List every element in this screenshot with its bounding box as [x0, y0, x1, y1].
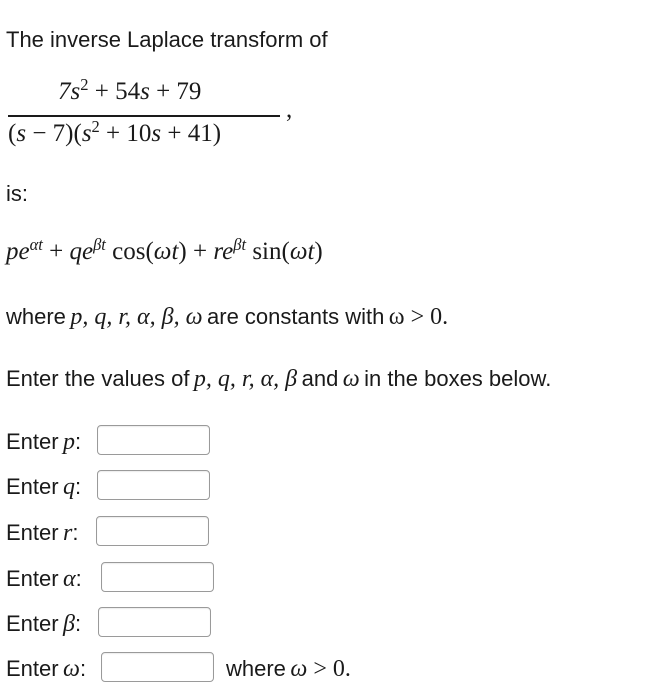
answer-label-omega: Enter ω: — [6, 656, 87, 682]
fraction-numerator: $7s^2 + 54s + 79$ — [58, 74, 202, 105]
answer-input-q[interactable] — [97, 470, 210, 500]
enter-and: and — [301, 366, 339, 391]
answer-input-alpha[interactable] — [101, 562, 214, 592]
fraction-denominator: $(s - 7)(s^2 + 10s + 41)$ — [8, 116, 222, 147]
answer-label-alpha: Enter α: — [6, 566, 82, 592]
answer-row-omega — [6, 652, 646, 686]
answer-label-beta: Enter β: — [6, 611, 82, 637]
is-label: is: — [6, 181, 28, 206]
enter-instructions — [6, 366, 551, 393]
where-condition: ω > 0. — [388, 304, 449, 330]
omega-note: where ω > 0. — [226, 656, 351, 682]
enter-omega: ω — [342, 366, 360, 392]
answer-label-q: Enter q: — [6, 474, 82, 500]
answer-input-omega[interactable] — [101, 652, 214, 682]
enter-suffix: in the boxes below. — [364, 366, 552, 391]
answer-input-beta[interactable] — [98, 607, 211, 637]
answer-label-p: Enter p: — [6, 429, 82, 455]
fraction-comma: , — [286, 96, 293, 123]
where-prefix: where — [6, 304, 66, 329]
fraction-bar — [8, 115, 280, 117]
enter-variables: p, q, r, α, β — [193, 366, 298, 392]
answer-input-p[interactable] — [97, 425, 210, 455]
answer-label-r: Enter r: — [6, 520, 79, 546]
enter-prefix: Enter the values of — [6, 366, 190, 391]
constants-description — [6, 304, 448, 331]
solution-form-expression: $pe^{\alpha t} + qe^{\beta t}$ $\cos(\omega t) + re^{\beta t}$ sin(ωt) — [6, 234, 323, 265]
answer-input-r[interactable] — [96, 516, 209, 546]
where-suffix: are constants with — [207, 304, 385, 329]
where-variables: p, q, r, α, β, ω — [70, 304, 203, 330]
laplace-fraction — [6, 74, 306, 158]
intro-text: The inverse Laplace transform of — [6, 27, 328, 52]
